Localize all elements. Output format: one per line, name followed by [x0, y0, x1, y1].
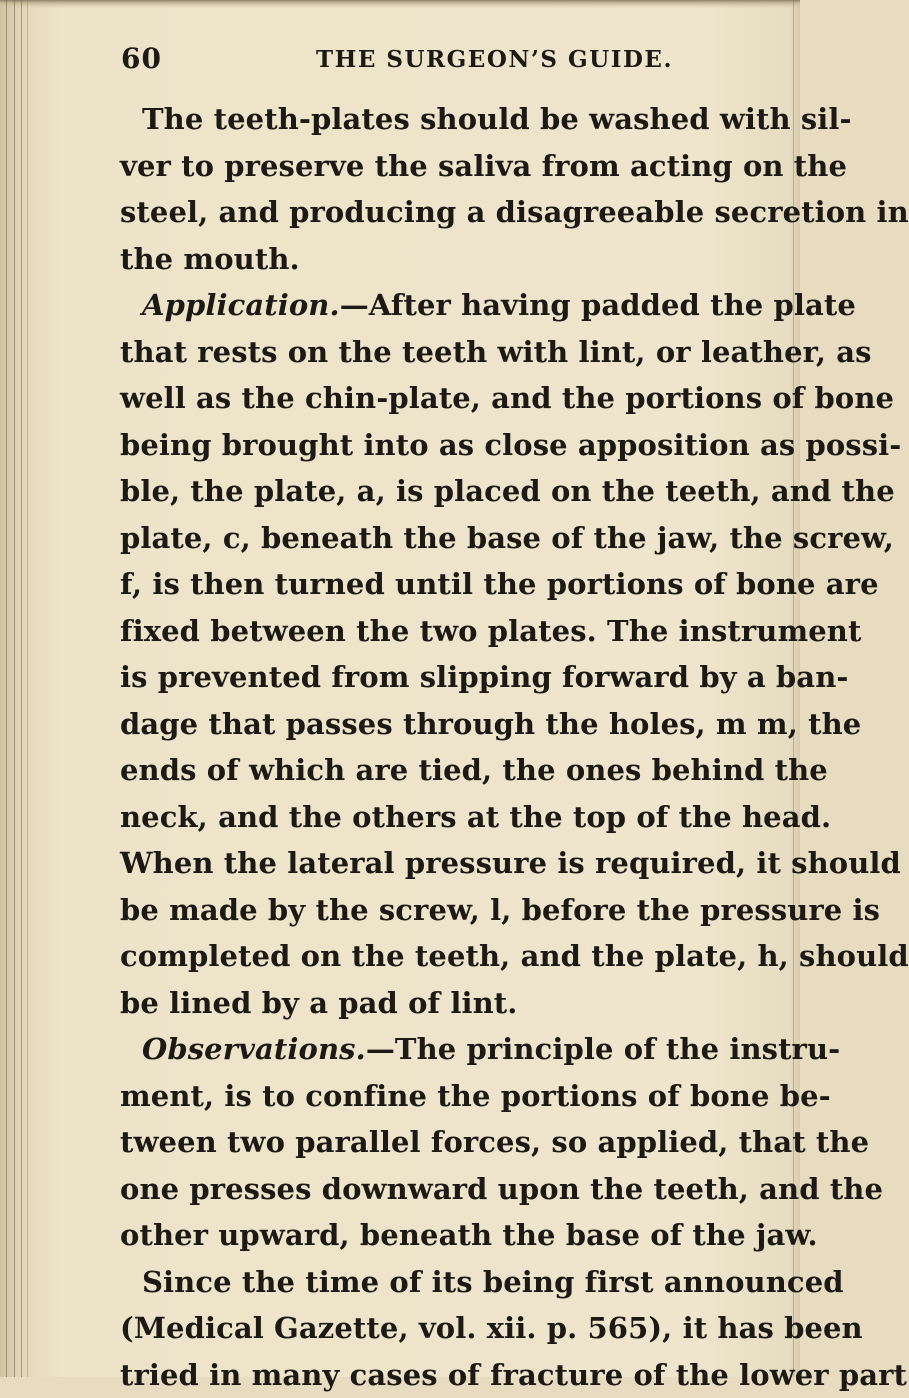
line-text: dage that passes through the holes, m m, the	[120, 707, 861, 741]
text-line	[120, 282, 770, 329]
text-line	[120, 1026, 770, 1073]
line-text: one presses downward upon the teeth, and the	[120, 1172, 883, 1206]
line-text: Since the time of its being first announced	[142, 1265, 844, 1299]
line-text: ver to preserve the saliva from acting on the	[120, 149, 847, 183]
text-line	[120, 375, 770, 422]
text-line	[120, 654, 770, 701]
text-line	[120, 468, 770, 515]
line-text: f, is then turned until the portions of bone are	[120, 567, 879, 601]
text-line	[120, 422, 770, 469]
text-line	[120, 887, 770, 934]
line-text: be made by the screw, l, before the pressure is	[120, 893, 880, 927]
section-heading: Observations.	[142, 1032, 366, 1066]
line-text: —The principle of the instru-	[366, 1032, 840, 1066]
line-text: is prevented from slipping forward by a ban-	[120, 660, 849, 694]
text-line	[120, 1259, 770, 1306]
text-line	[120, 236, 770, 283]
text-line	[120, 515, 770, 562]
line-text: ble, the plate, a, is placed on the teeth, and the	[120, 474, 895, 508]
line-text: other upward, beneath the base of the jaw.	[120, 1218, 818, 1252]
text-line	[120, 1166, 770, 1213]
binding-line	[27, 0, 28, 1377]
text-line	[120, 143, 770, 190]
page-header	[121, 42, 761, 82]
line-text: tween two parallel forces, so applied, that the	[120, 1125, 869, 1159]
line-text: neck, and the others at the top of the head.	[120, 800, 831, 834]
text-line	[120, 1212, 770, 1259]
page-top-edge	[0, 0, 800, 8]
line-text: ends of which are tied, the ones behind the	[120, 753, 828, 787]
line-text: tried in many cases of fracture of the lower part	[120, 1358, 907, 1392]
text-line	[120, 608, 770, 655]
text-line	[120, 701, 770, 748]
line-text: When the lateral pressure is required, it should	[120, 846, 901, 880]
text-line	[120, 96, 770, 143]
line-text: plate, c, beneath the base of the jaw, the screw,	[120, 521, 894, 555]
line-text: ment, is to confine the portions of bone be-	[120, 1079, 831, 1113]
section-heading: Application.	[142, 288, 340, 322]
body-text	[120, 96, 770, 1398]
text-line	[120, 747, 770, 794]
text-line	[120, 189, 770, 236]
line-text: steel, and producing a disagreeable secretion in	[120, 195, 909, 229]
text-line	[120, 933, 770, 980]
binding-line	[6, 0, 7, 1377]
binding-line	[21, 0, 22, 1377]
line-text: fixed between the two plates. The instrument	[120, 614, 861, 648]
line-text: be lined by a pad of lint.	[120, 986, 517, 1020]
line-text: completed on the teeth, and the plate, h, should	[120, 939, 909, 973]
line-text: the mouth.	[120, 242, 300, 276]
text-line	[120, 980, 770, 1027]
line-text: being brought into as close apposition as possi-	[120, 428, 901, 462]
text-line	[120, 1073, 770, 1120]
line-text: —After having padded the plate	[340, 288, 856, 322]
text-line	[120, 794, 770, 841]
running-head: THE SURGEON’S GUIDE.	[316, 46, 673, 73]
text-line	[120, 1119, 770, 1166]
line-text: The teeth-plates should be washed with sil-	[142, 102, 852, 136]
line-text: (Medical Gazette, vol. xii. p. 565), it has been	[120, 1311, 863, 1345]
page-number: 60	[121, 42, 162, 75]
binding-line	[14, 0, 15, 1377]
text-line	[120, 561, 770, 608]
text-line	[120, 1352, 770, 1398]
line-text: well as the chin-plate, and the portions of bone	[120, 381, 894, 415]
text-line	[120, 329, 770, 376]
text-line	[120, 1305, 770, 1352]
line-text: that rests on the teeth with lint, or leather, as	[120, 335, 872, 369]
text-line	[120, 840, 770, 887]
